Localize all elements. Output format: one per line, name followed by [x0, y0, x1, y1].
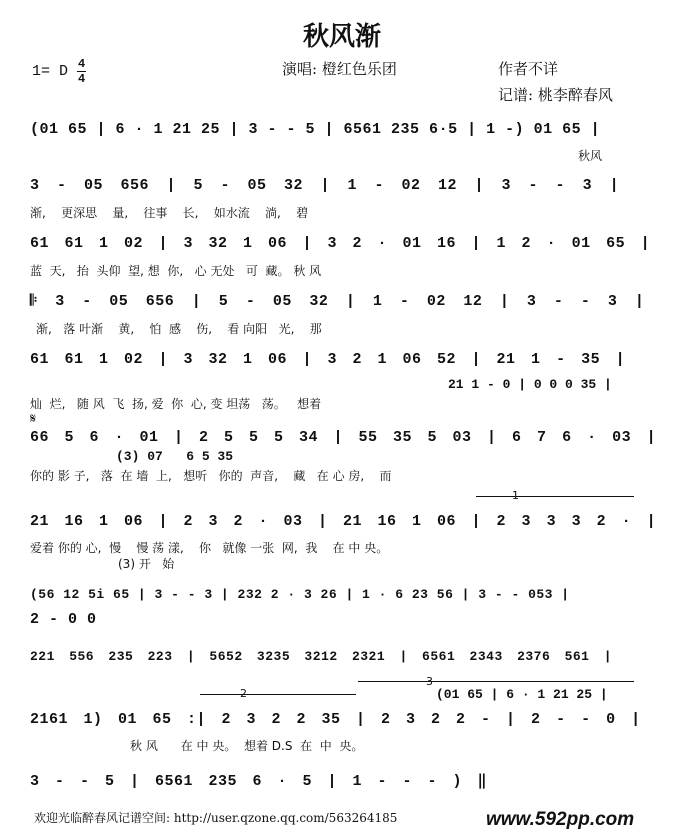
site-watermark: www.592pp.com — [486, 809, 635, 830]
score-row-notes: 221 556 235 223 | 5652 3235 3212 2321 | 6561 2343 2376 561 | — [30, 649, 613, 664]
score-row-lyrics: 灿 烂, 随 风 飞 扬, 爱 你 心, 变 坦荡 荡。 想着 — [30, 397, 322, 411]
score-row-lyrics: 渐, 落 叶渐 黄, 怕 感 伤, 看 向阳 光, 那 — [36, 322, 322, 336]
score-row-lyrics: 秋 风 在 中 央。 想着 D.S 在 中 央。 — [130, 739, 364, 753]
score-row-notes: 3 - - 5 | 6561 235 6 · 5 | 1 - - - ) ‖ — [30, 773, 488, 790]
score-row-lyrics: 蓝 天, 抬 头仰 望, 想 你, 心 无处 可 藏。 秋 风 — [30, 264, 322, 278]
score-row-lyrics: 爱着 你的 心, 慢 慢 荡 漾, 你 就像 一张 网, 我 在 中 央。 — [30, 541, 389, 555]
singer-credit: 演唱: 橙红色乐团 — [282, 60, 397, 78]
alternate-ending-notes: 21 1 - 0 | 0 0 0 35 | — [448, 377, 612, 392]
score-row-lyrics: 渐, 更深思 量, 往事 长, 如水流 淌, 碧 — [30, 206, 309, 220]
score-row-notes: 𝄆 3 - 05 656 | 5 - 05 32 | 1 - 02 12 | 3 - - 3 | — [30, 293, 645, 310]
volta-number-2: 2 — [240, 687, 247, 700]
harmony-notes: (3) 07 6 5 35 — [116, 449, 234, 464]
volta-bracket-1 — [476, 496, 634, 497]
score-row-notes: (56 12 5i 65 | 3 - - 3 | 232 2 · 3 26 | 1 · 6 23 56 | 3 - - 053 | — [30, 587, 570, 602]
volta-number-1: 1 — [512, 489, 519, 502]
time-signature-bottom: 4 — [78, 72, 86, 86]
score-row-notes: 61 61 1 02 | 3 32 1 06 | 3 2 1 06 52 | 21 1 - 35 | — [30, 351, 626, 368]
volta-bracket-3 — [358, 681, 634, 682]
score-row-lyrics: 你的 影 子, 落 在 墙 上, 想听 你的 声音, 藏 在 心 房, 而 — [30, 469, 392, 483]
alternate-ending-notes: (01 65 | 6 · 1 21 25 | — [436, 687, 608, 702]
song-title: 秋风渐 — [303, 22, 382, 52]
score-row-lyrics: 秋风 — [578, 149, 603, 163]
harmony-lyrics: (3) 开 始 — [118, 557, 175, 571]
time-signature-top: 4 — [78, 57, 86, 71]
key-signature: 1= D — [32, 63, 69, 80]
score-row-notes: 2161 1) 01 65 :| 2 3 2 2 35 | 2 3 2 2 - | 2 - - 0 | — [30, 711, 641, 728]
volta-number-3: 3 — [426, 675, 433, 688]
transcriber-credit: 记谱: 桃李醉春风 — [498, 86, 613, 104]
score-row-notes: 21 16 1 06 | 2 3 2 · 03 | 21 16 1 06 | 2 3 3 3 2 · | — [30, 513, 657, 530]
volta-bracket-2 — [200, 694, 356, 695]
score-row-notes-lower: 2 - 0 0 — [30, 611, 97, 628]
score-row-notes: 3 - 05 656 | 5 - 05 32 | 1 - 02 12 | 3 - - 3 | — [30, 177, 620, 194]
segno-mark: 𝄋 — [30, 411, 37, 427]
footer-credit: 欢迎光临醉春风记谱空间: http://user.qzone.qq.com/563264185 — [34, 811, 398, 825]
score-row-notes: 66 5 6 · 01 | 2 5 5 5 34 | 55 35 5 03 | 6 7 6 · 03 | — [30, 429, 657, 446]
score-row-notes: (01 65 | 6 · 1 21 25 | 3 - - 5 | 6561 235 6·5 | 1 -) 01 65 | — [30, 121, 601, 138]
composer-credit: 作者不详 — [498, 60, 559, 78]
score-row-notes: 61 61 1 02 | 3 32 1 06 | 3 2 · 01 16 | 1 2 · 01 65 | — [30, 235, 651, 252]
